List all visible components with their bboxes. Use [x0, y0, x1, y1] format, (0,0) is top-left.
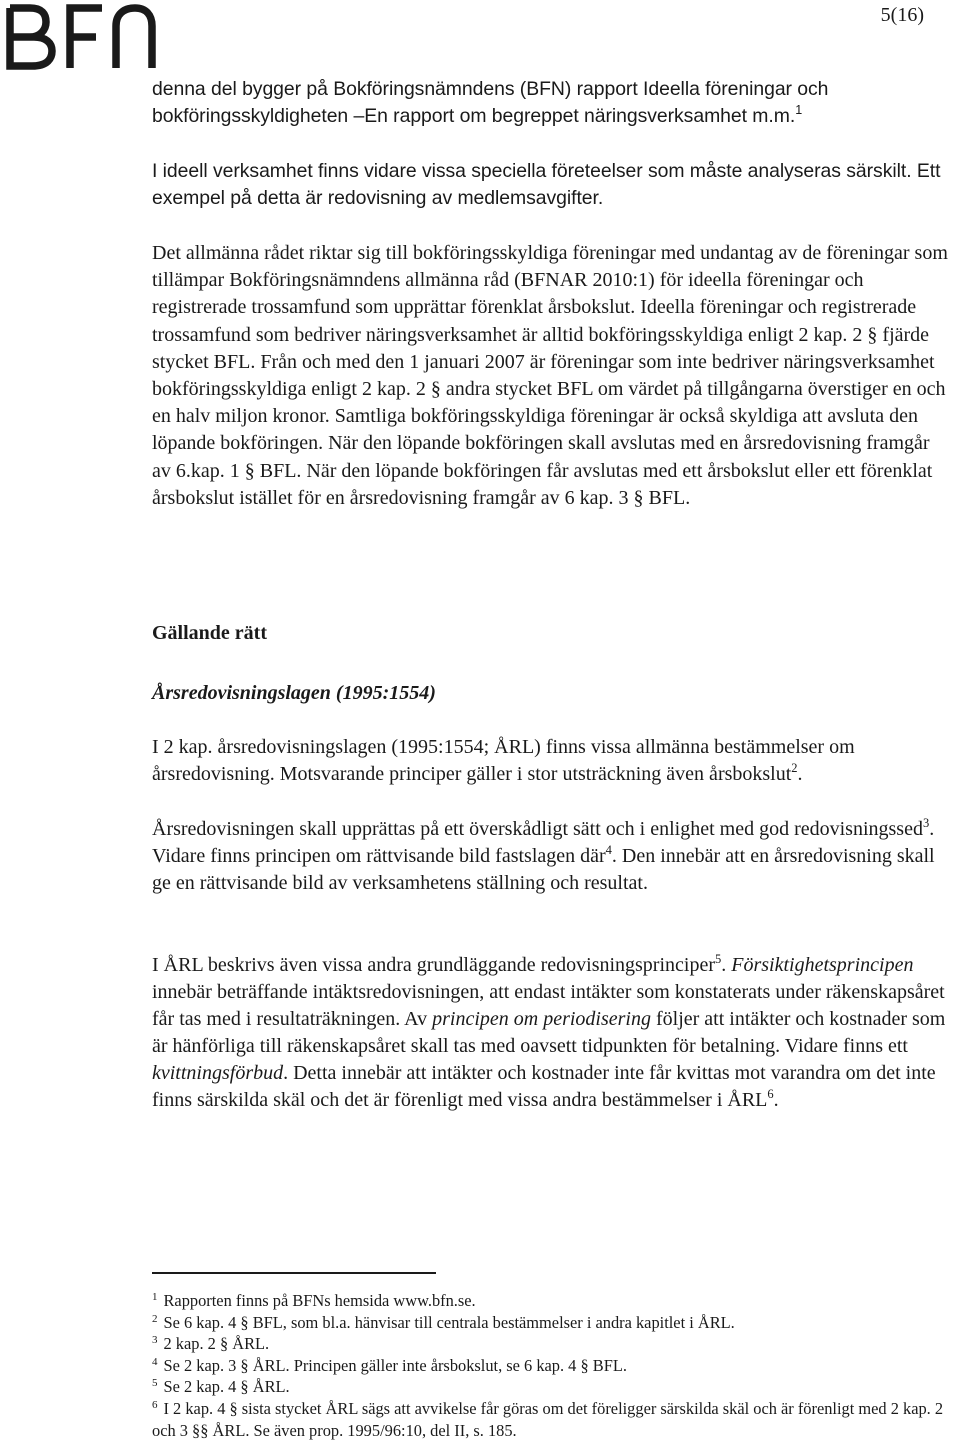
footnote-text: I 2 kap. 4 § sista stycket ÅRL sägs att avvikelse får göras om det föreligger särskilda skäl och är förenligt med 2 kap. 2 och 3 §§ ÅRL. Se även prop. 1995/96:10, del II, s. 185.	[152, 1398, 944, 1440]
footnote-text: Se 2 kap. 3 § ÅRL. Principen gäller inte årsbokslut, se 6 kap. 4 § BFL.	[163, 1355, 627, 1375]
arl-paragraph-2-a: Årsredovisningen skall upprättas på ett överskådligt sätt och i enlighet med god redovisningssed	[152, 818, 923, 840]
footnote-ref-5[interactable]: 5	[715, 952, 722, 966]
offsetting-ban-term: kvittningsförbud	[152, 1062, 284, 1084]
arl-paragraph-3-a: I ÅRL beskrivs även vissa andra grundläggande redovisningsprinciper	[152, 954, 715, 976]
intro-paragraph-1-text: denna del bygger på Bokföringsnämndens (BFN) rapport Ideella föreningar och bokföringsskyldigheten –En rapport om begreppet näringsverksamhet m.m.	[152, 78, 829, 127]
general-advice-paragraph	[152, 240, 948, 512]
footnote-number: 3	[152, 1334, 158, 1347]
footnote-2	[152, 1312, 948, 1334]
footnote-number: 4	[152, 1355, 158, 1368]
footnote-ref-4[interactable]: 4	[605, 843, 612, 857]
page-number: 5(16)	[880, 4, 924, 26]
intro-paragraph-1	[152, 76, 948, 130]
general-advice-text-1: Det allmänna rådet riktar sig till bokföringsskyldiga föreningar med undantag av de föreningar som tillämpar Bokföringsnämndens allmänna råd (BFNAR 2010:1) för ideella föreningar och registrerade trossamfund som upprättar förenklat årsbokslut. Ideella föreningar och registrerade trossamfund som bedriver näringsverksamhet är alltid bokföringsskyldiga enligt 2 kap. 2 § fjärde stycket BFL.	[152, 242, 948, 373]
arl-paragraph-1-end: .	[797, 763, 803, 785]
accrual-principle-term: principen om periodisering	[432, 1008, 651, 1030]
arl-paragraph-1	[152, 734, 948, 788]
footnote-ref-2[interactable]: 2	[791, 761, 798, 775]
footnotes	[152, 1290, 948, 1441]
footnote-number: 2	[152, 1312, 158, 1325]
footnote-3	[152, 1333, 948, 1355]
arl-paragraph-3-e: . Detta innebär att intäkter och kostnader inte får kvittas mot varandra om det inte finns särskilda skäl och det är förenligt med vissa andra bestämmelser i ÅRL	[152, 1062, 936, 1111]
arl-paragraph-3-d: följer att intäkter och kostnader som är hänförliga till räkenskapsåret skall tas med oavsett tidpunkten för betalning. Vidare finns ett	[152, 1008, 946, 1057]
arl-paragraph-1-text: I 2 kap. årsredovisningslagen (1995:1554; ÅRL) finns vissa allmänna bestämmelser om årsredovisning. Motsvarande principer gäller i stor utsträckning även årsbokslut	[152, 736, 855, 785]
footnote-text: Se 6 kap. 4 § BFL, som bl.a. hänvisar till centrala bestämmelser i andra kapitlet i ÅRL.	[163, 1312, 735, 1332]
arl-paragraph-2	[152, 816, 948, 897]
section-heading: Gällande rätt	[152, 622, 267, 644]
footnote-text: Rapporten finns på BFNs hemsida www.bfn.se.	[163, 1291, 476, 1310]
footnote-4	[152, 1355, 948, 1377]
section-subheading: Årsredovisningslagen (1995:1554)	[152, 682, 436, 704]
footnote-number: 1	[152, 1291, 158, 1303]
arl-paragraph-2-b: . Vidare finns principen om rättvisande bild fastslagen där	[152, 818, 935, 867]
arl-paragraph-3-f: .	[773, 1089, 779, 1111]
arl-paragraph-3-c: innebär beträffande intäktsredovisningen, att endast intäkter som konstaterats under räkenskapsåret får tas med i resultaträkningen. Av	[152, 981, 945, 1030]
footnote-separator	[152, 1272, 436, 1274]
intro-paragraph-2: I ideell verksamhet finns vidare vissa speciella företeelser som måste analyseras särskilt. Ett exempel på detta är redovisning av medlemsavgifter.	[152, 160, 941, 209]
prudence-principle-term: Försiktighetsprincipen	[731, 954, 914, 976]
footnote-ref-6[interactable]: 6	[767, 1087, 774, 1101]
arl-paragraph-3-b: .	[721, 954, 732, 976]
footnote-1	[152, 1290, 948, 1312]
footnote-text: Se 2 kap. 4 § ÅRL.	[163, 1377, 290, 1397]
footnote-number: 6	[152, 1398, 158, 1411]
footnote-text: 2 kap. 2 § ÅRL.	[163, 1334, 270, 1354]
footnote-6	[152, 1398, 948, 1441]
bfn-logo	[4, 2, 156, 72]
arl-paragraph-2-c: . Den innebär att en årsredovisning skall ge en rättvisande bild av verksamhetens ställning och resultat.	[152, 845, 935, 894]
footnote-ref-1[interactable]: 1	[795, 103, 803, 117]
general-advice-text-2: Från och med den 1 januari 2007 är föreningar som inte bedriver näringsverksamhet bokföringsskyldiga enligt 2 kap. 2 § andra stycket BFL om värdet på tillgångarna överstiger en och en halv miljon kronor. Samtliga bokföringsskyldiga föreningar är också skyldiga att avsluta den löpande bokföringen. När den löpande bokföringen skall avslutas med en årsredovisning framgår av 6.kap. 1 § BFL. När den löpande bokföringen får avslutas med ett årsbokslut eller ett förenklat årsbokslut istället för en årsredovisning framgår av 6 kap. 3 § BFL.	[152, 350, 946, 509]
footnote-number: 5	[152, 1377, 158, 1390]
footnote-5	[152, 1376, 948, 1398]
arl-paragraph-3	[152, 952, 948, 1114]
footnote-ref-3[interactable]: 3	[922, 816, 930, 830]
